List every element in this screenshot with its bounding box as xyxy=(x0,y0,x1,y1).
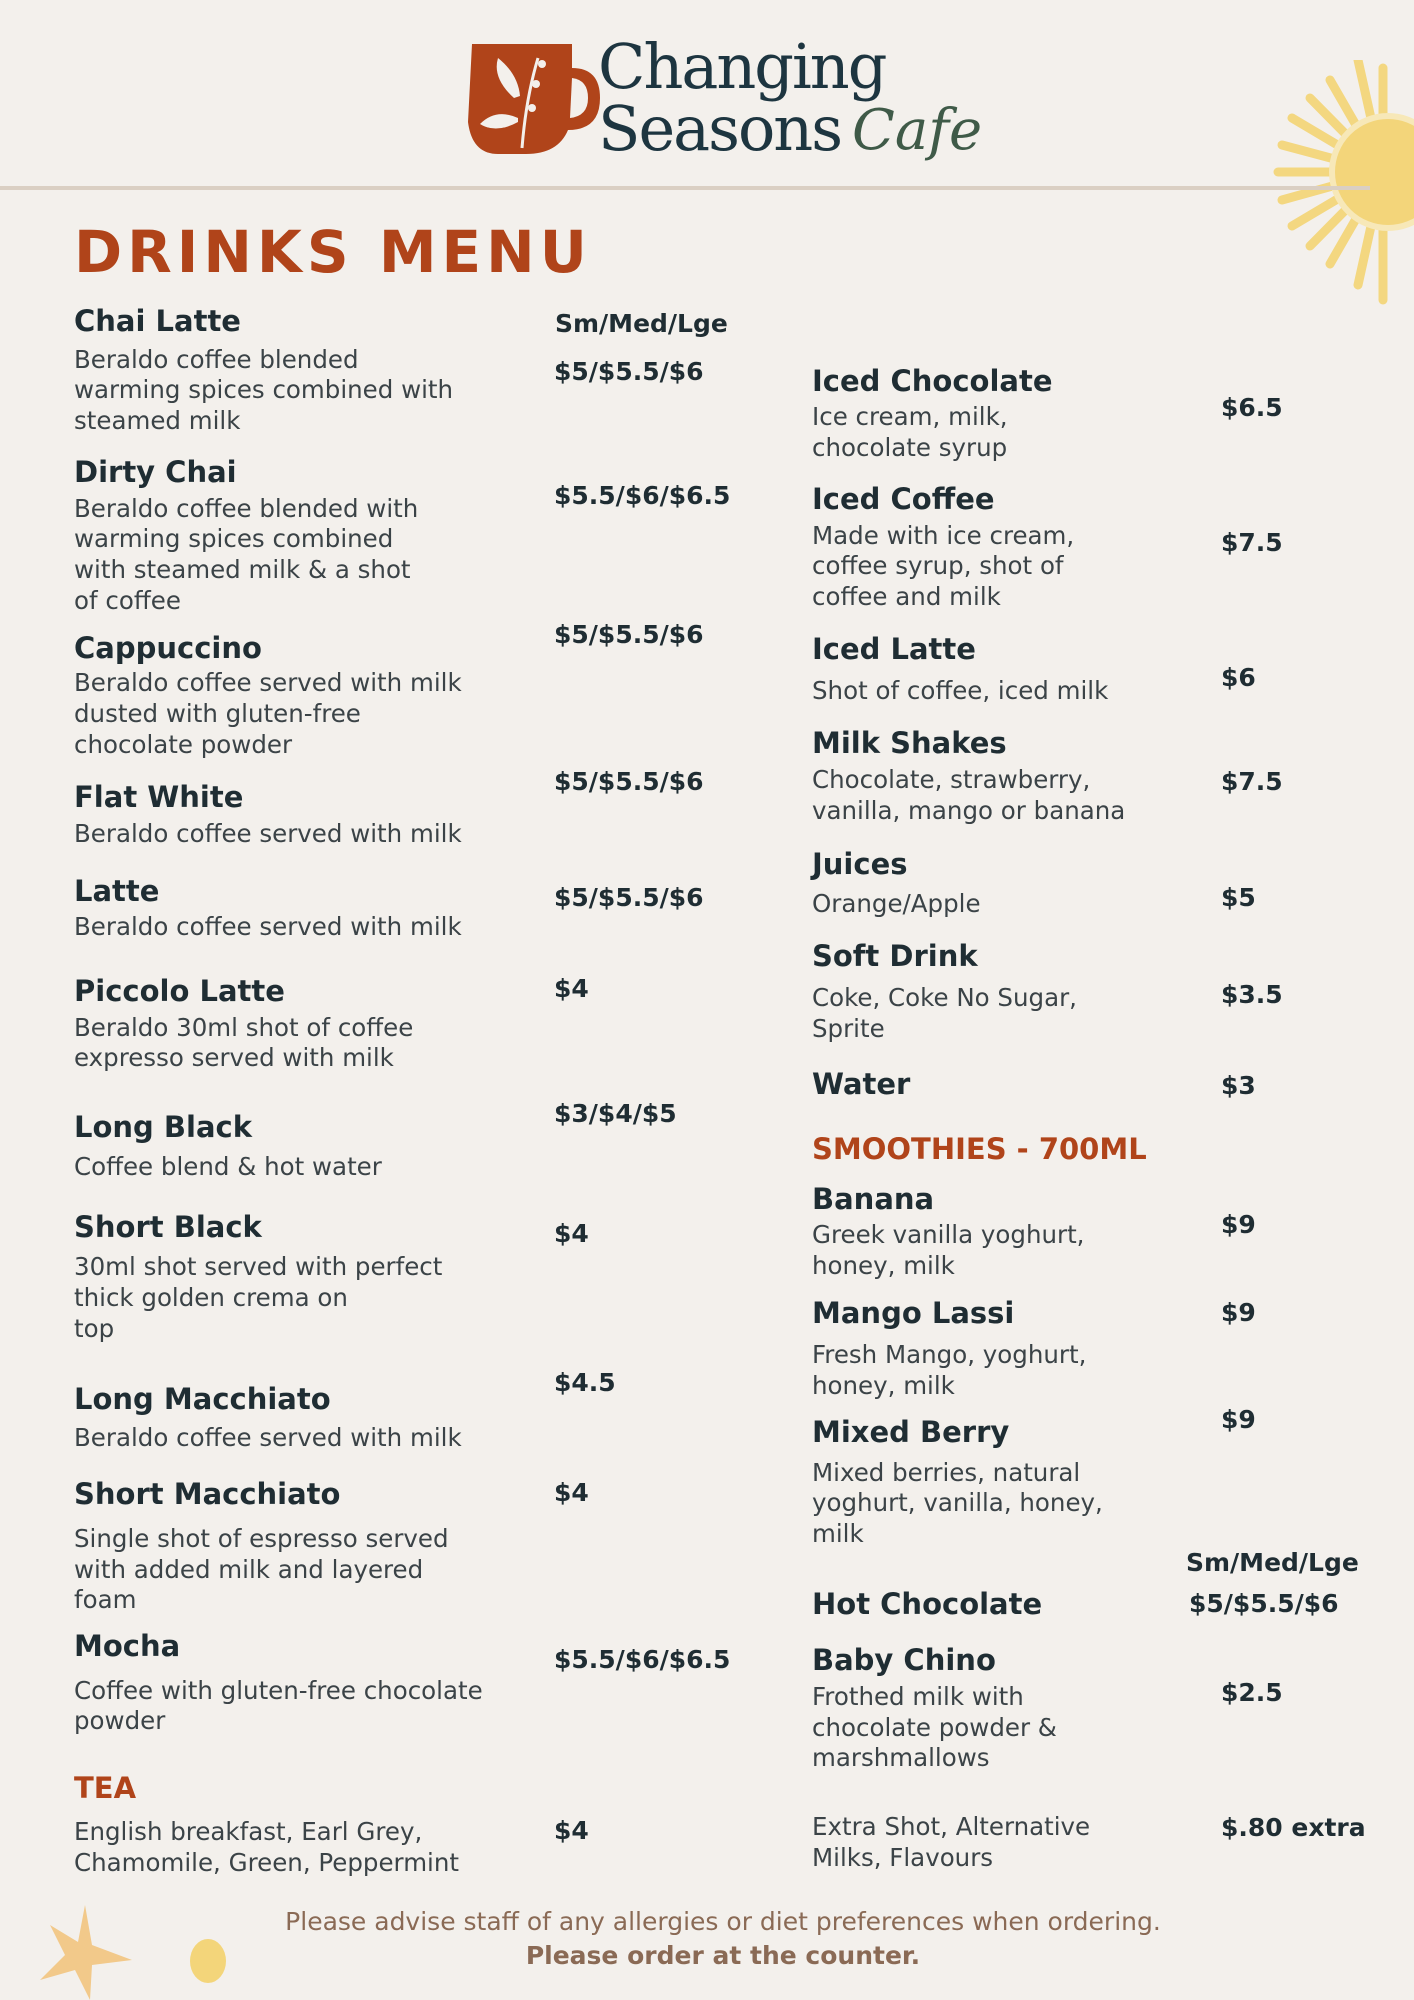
menu-item-price: $6.5 xyxy=(1221,393,1283,422)
sun-icon xyxy=(1270,60,1414,310)
menu-item-description: vanilla, mango or banana xyxy=(812,795,1126,825)
size-header: Sm/Med/Lge xyxy=(1186,1548,1359,1578)
menu-item-description: chocolate powder & xyxy=(812,1712,1057,1742)
menu-item-price: $3/$4/$5 xyxy=(554,1099,677,1129)
smoothie-item-price: $9 xyxy=(1221,1210,1256,1240)
menu-item-description: coffee syrup, shot of xyxy=(812,551,1064,581)
allergy-notice: Please advise staff of any allergies or diet preferences when ordering. xyxy=(285,1907,1161,1936)
cup-with-leaves-icon xyxy=(462,38,602,156)
section-heading-tea: TEA xyxy=(74,1770,137,1805)
smoothie-item-name: Mango Lassi xyxy=(812,1296,1015,1331)
smoothie-item-name: Banana xyxy=(812,1181,935,1216)
logo-text-changing: Changing xyxy=(598,30,886,103)
menu-item-description: chocolate powder xyxy=(74,729,293,759)
smoothie-item-name: Mixed Berry xyxy=(812,1414,1010,1449)
menu-item-name: Water xyxy=(812,1066,911,1101)
menu-item-name: Milk Shakes xyxy=(812,726,1007,761)
menu-item-name: Iced Chocolate xyxy=(812,364,1053,399)
menu-item-price: $5.5/$6/$6.5 xyxy=(554,480,731,510)
menu-item-description: marshmallows xyxy=(812,1743,990,1773)
menu-item-description: Frothed milk with xyxy=(812,1682,1024,1712)
menu-item-price: $4 xyxy=(554,974,589,1004)
menu-item-description: top xyxy=(74,1313,115,1343)
menu-item-price: $6 xyxy=(1221,663,1256,693)
menu-item-price: $5/$5.5/$6 xyxy=(554,357,704,387)
menu-item-name: Iced Coffee xyxy=(812,481,995,516)
logo-text-seasons: Seasons xyxy=(598,92,842,165)
menu-item-description: steamed milk xyxy=(74,405,241,435)
smoothie-item-description: yoghurt, vanilla, honey, xyxy=(812,1488,1103,1518)
menu-item-description: of coffee xyxy=(74,585,181,615)
page-title: DRINKS MENU xyxy=(74,218,592,286)
menu-item-description: Ice cream, milk, xyxy=(812,401,1008,431)
menu-item-name: Juices xyxy=(812,847,908,882)
smoothie-item-price: $9 xyxy=(1221,1405,1256,1435)
menu-item-name: Flat White xyxy=(74,779,244,814)
extras-description: Extra Shot, Alternative xyxy=(812,1812,1091,1842)
menu-item-description: Beraldo coffee served with milk xyxy=(74,818,462,848)
menu-item-price: $5/$5.5/$6 xyxy=(1189,1588,1339,1618)
menu-item-price: $3 xyxy=(1221,1071,1256,1101)
menu-item-description: chocolate syrup xyxy=(812,432,1008,462)
smoothie-item-price: $9 xyxy=(1221,1298,1256,1328)
menu-item-description: powder xyxy=(74,1706,166,1736)
menu-item-description: Beraldo coffee served with milk xyxy=(74,668,462,698)
menu-item-description: dusted with gluten-free xyxy=(74,699,361,728)
menu-item-name: Dirty Chai xyxy=(74,454,237,489)
menu-item-name: Piccolo Latte xyxy=(74,973,285,1008)
tea-description: English breakfast, Earl Grey, xyxy=(74,1817,423,1847)
smoothie-item-description: Mixed berries, natural xyxy=(812,1457,1081,1487)
menu-item-name: Cappuccino xyxy=(74,630,262,665)
menu-item-description: Coffee with gluten-free chocolate xyxy=(74,1675,483,1705)
smoothie-item-description: honey, milk xyxy=(812,1251,955,1281)
menu-item-price: $2.5 xyxy=(1221,1678,1283,1708)
extras-description: Milks, Flavours xyxy=(812,1842,994,1872)
menu-item-description: Orange/Apple xyxy=(812,888,981,918)
menu-item-description: Shot of coffee, iced milk xyxy=(812,676,1109,706)
section-heading-smoothies: SMOOTHIES - 700ML xyxy=(812,1131,1147,1166)
menu-item-name: Iced Latte xyxy=(812,631,976,666)
tea-price: $4 xyxy=(554,1815,589,1845)
menu-item-price: $7.5 xyxy=(1221,766,1283,796)
menu-item-description: Beraldo coffee blended xyxy=(74,344,359,374)
menu-item-name: Soft Drink xyxy=(812,939,978,974)
menu-item-name: Long Macchiato xyxy=(74,1381,331,1416)
menu-item-description: Beraldo coffee served with milk xyxy=(74,911,462,941)
tea-description: Chamomile, Green, Peppermint xyxy=(74,1847,460,1877)
smoothie-item-description: Fresh Mango, yoghurt, xyxy=(812,1340,1087,1370)
menu-item-description: with added milk and layered xyxy=(74,1554,424,1584)
menu-item-description: Beraldo coffee served with milk xyxy=(74,1423,462,1453)
menu-item-name: Mocha xyxy=(74,1629,181,1664)
menu-item-description: Made with ice cream, xyxy=(812,520,1075,550)
menu-item-name: Short Macchiato xyxy=(74,1477,341,1512)
order-notice: Please order at the counter. xyxy=(525,1941,921,1970)
menu-item-description: with steamed milk & a shot xyxy=(74,554,411,584)
menu-item-name: Latte xyxy=(74,874,160,909)
menu-item-name: Chai Latte xyxy=(74,304,241,339)
menu-item-price: $5/$5.5/$6 xyxy=(554,619,704,649)
menu-item-description: warming spices combined with xyxy=(74,375,454,405)
menu-item-description: expresso served with milk xyxy=(74,1043,394,1073)
menu-item-description: warming spices combined xyxy=(74,524,394,554)
size-header: Sm/Med/Lge xyxy=(555,308,728,338)
menu-item-price: $3.5 xyxy=(1221,979,1283,1009)
menu-item-price: $4 xyxy=(554,1219,589,1249)
menu-item-price: $5/$5.5/$6 xyxy=(554,766,704,796)
menu-item-price: $5/$5.5/$6 xyxy=(554,882,704,912)
menu-item-price: $5.5/$6/$6.5 xyxy=(554,1645,731,1675)
menu-item-description: Sprite xyxy=(812,1013,885,1043)
menu-item-description: Single shot of espresso served xyxy=(74,1523,449,1553)
smoothie-item-description: Greek vanilla yoghurt, xyxy=(812,1220,1085,1250)
menu-item-description: Chocolate, strawberry, xyxy=(812,765,1091,795)
menu-item-price: $7.5 xyxy=(1221,528,1283,558)
smoothie-item-description: honey, milk xyxy=(812,1370,955,1400)
menu-item-description: coffee and milk xyxy=(812,581,1001,611)
menu-item-name: Baby Chino xyxy=(812,1643,996,1678)
menu-item-description: Coffee blend & hot water xyxy=(74,1151,382,1181)
extras-price: $.80 extra xyxy=(1221,1813,1366,1843)
smoothie-item-description: milk xyxy=(812,1518,864,1548)
menu-item-price: $4 xyxy=(554,1478,589,1508)
menu-item-description: Beraldo 30ml shot of coffee xyxy=(74,1012,414,1042)
menu-item-name: Short Black xyxy=(74,1209,262,1244)
menu-item-description: thick golden crema on xyxy=(74,1282,348,1312)
menu-item-name: Long Black xyxy=(74,1110,252,1145)
menu-item-description: Coke, Coke No Sugar, xyxy=(812,983,1077,1013)
menu-item-price: $4.5 xyxy=(554,1368,616,1398)
header-divider xyxy=(0,186,1370,190)
menu-item-description: foam xyxy=(74,1585,137,1615)
menu-item-price: $5 xyxy=(1221,882,1256,912)
logo-text-cafe: Cafe xyxy=(852,98,983,163)
menu-item-name: Hot Chocolate xyxy=(812,1586,1043,1621)
menu-item-description: Beraldo coffee blended with xyxy=(74,493,419,523)
menu-item-description: 30ml shot served with perfect xyxy=(74,1252,443,1282)
